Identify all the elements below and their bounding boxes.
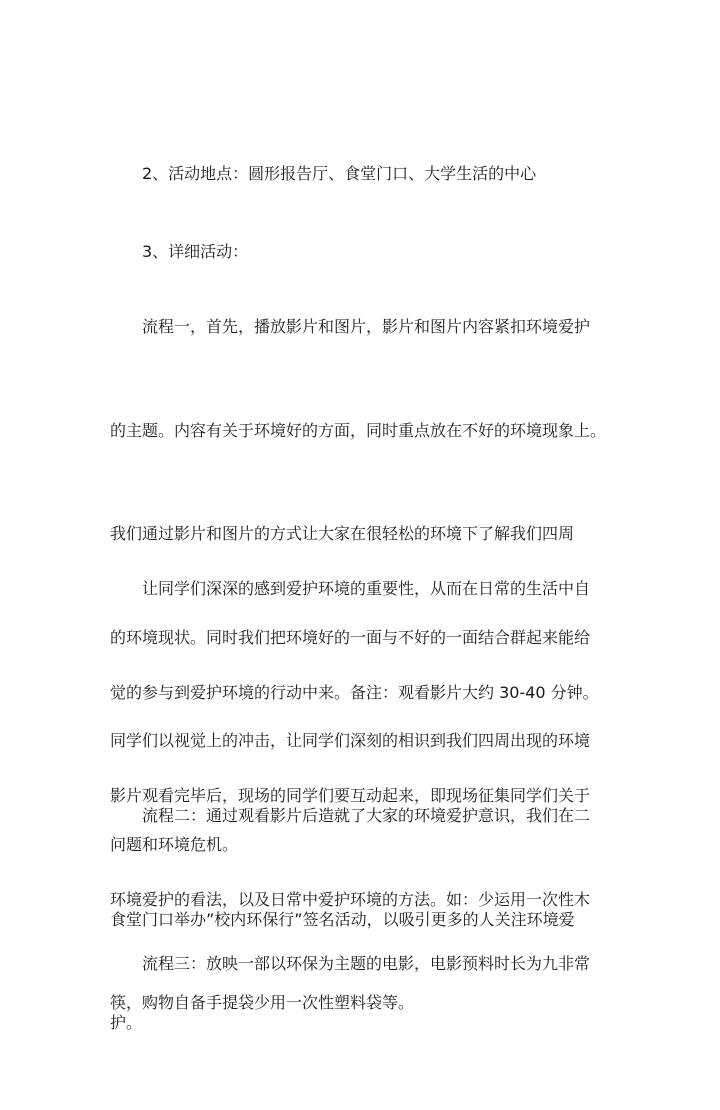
text-line: 让同学们深深的感到爱护环境的重要性，从而在日常的生活中自 [142,579,591,598]
text-line: 环境爱护的看法，以及日常中爱护环境的方法。如：少运用一次性木 [110,889,591,909]
text-line: 流程二：通过观看影片后造就了大家的环境爱护意识，我们在二 [142,806,591,825]
text-line: 同学们以视觉上的冲击，让同学们深刻的相识到我们四周出现的环境 [110,731,591,750]
text-line: 我们通过影片和图片的方式让大家在很轻松的环境下了解我们四周 [110,524,575,543]
text-line: 筷，购物自备手提袋少用一次性塑料袋等。 [110,993,415,1012]
text-line: 3、详细活动： [142,242,249,261]
text-line: 食堂门口举办”校内环保行”签名活动，以吸引更多的人关注环境爱 [110,909,575,929]
text-line: 流程三：放映一部以环保为主题的电影，电影预料时长为九非常 [142,954,591,973]
text-line: 的环境现状。同时我们把环境好的一面与不好的一面结合群起来能给 [110,627,591,647]
text-line: 2、活动地点：圆形报告厅、食堂门口、大学生活的中心 [142,164,537,183]
text-line: 流程一，首先，播放影片和图片，影片和图片内容紧扣环境爱护 [142,317,591,336]
text-line: 问题和环境危机。 [110,834,239,854]
paragraph-process-3 [110,878,620,1051]
text-line: 的主题。内容有关于环境好的方面，同时重点放在不好的环境现象上。 [110,420,607,440]
text-line: 护。 [110,1013,143,1032]
text-line: 觉的参与到爱护环境的行动中来。备注：观看影片大约 30-40 分钟。 [110,682,599,702]
text-line: 影片观看完毕后，现场的同学们要互动起来，即现场征集同学们关于 [110,786,591,805]
